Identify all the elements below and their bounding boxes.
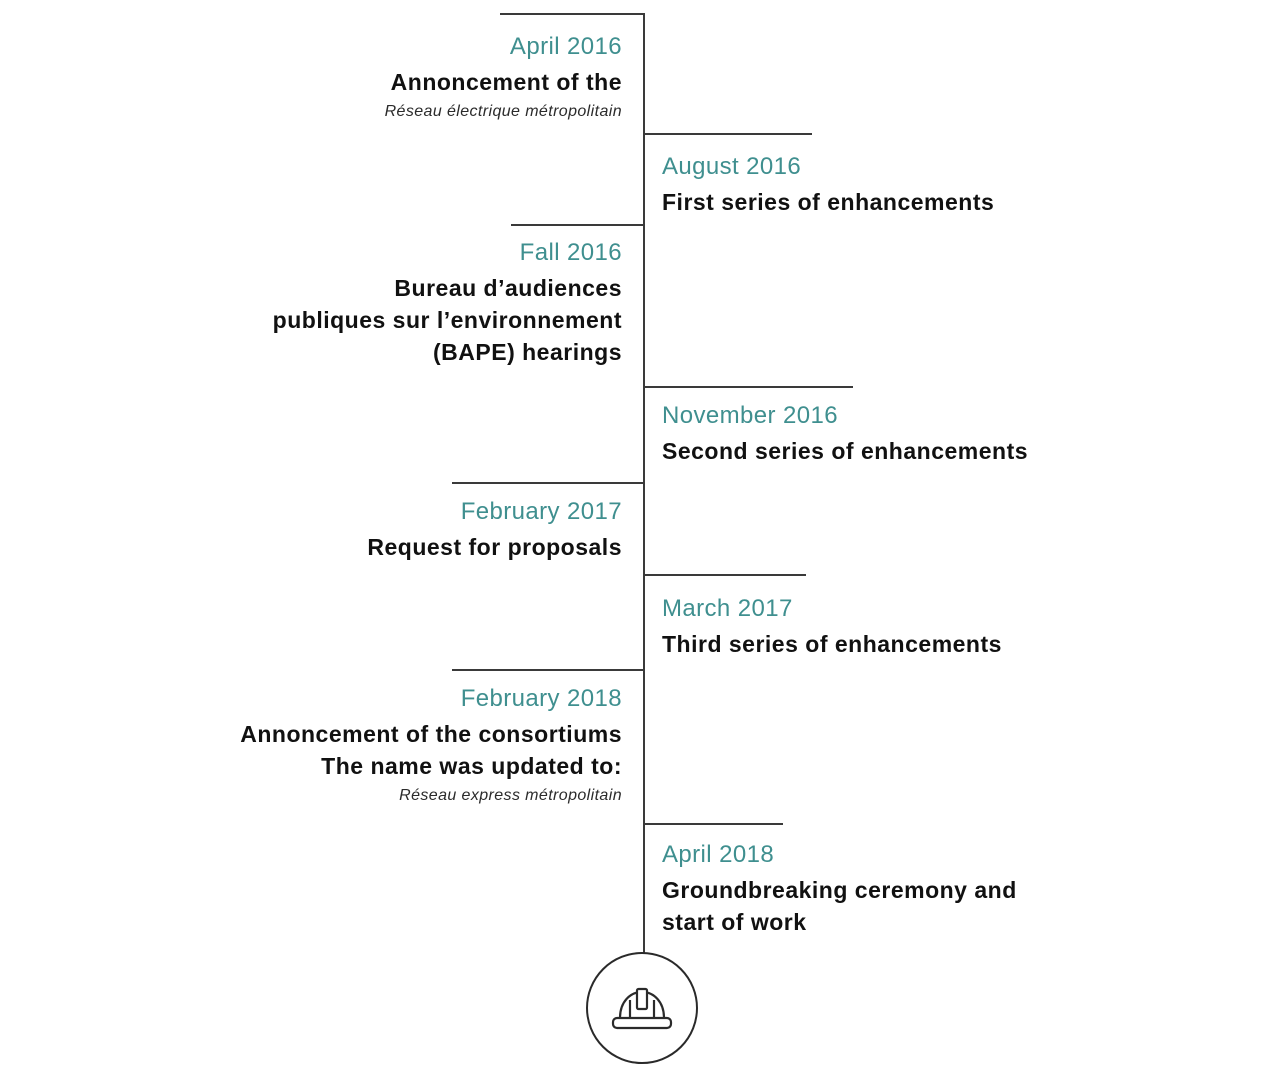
event-title (662, 874, 1017, 938)
timeline-event (662, 400, 1028, 467)
event-date: February 2018 (460, 685, 622, 712)
event-subtitle: Réseau express métropolitain (399, 787, 622, 804)
hard-hat-icon (608, 974, 676, 1042)
event-title (240, 718, 622, 782)
timeline-event (662, 839, 1017, 938)
event-date: November 2016 (662, 402, 838, 429)
event-title (273, 272, 622, 368)
timeline-end-badge (586, 952, 698, 1064)
event-title: Annoncement of the (390, 69, 622, 95)
event-title: Second series of enhancements (662, 438, 1029, 464)
event-date: April 2018 (662, 841, 775, 868)
timeline-event (662, 593, 1002, 660)
event-date: February 2017 (460, 498, 622, 525)
event-title-line: Bureau d’audiences (394, 275, 622, 301)
timeline-event (385, 31, 622, 122)
event-date: April 2016 (509, 33, 622, 60)
event-date: Fall 2016 (519, 239, 622, 266)
event-tick (643, 133, 812, 135)
event-subtitle: Réseau électrique métropolitain (384, 103, 622, 120)
event-title-line: Groundbreaking ceremony and (662, 877, 1017, 903)
timeline-event (662, 151, 994, 218)
event-date: March 2017 (662, 595, 793, 622)
event-title-line: publiques sur l’environnement (272, 307, 622, 333)
event-title: Third series of enhancements (662, 631, 1002, 657)
event-tick (452, 669, 644, 671)
timeline-event (240, 683, 622, 806)
event-date: August 2016 (662, 153, 802, 180)
event-title: Request for proposals (367, 534, 622, 560)
event-tick (452, 482, 644, 484)
event-tick (643, 386, 853, 388)
event-tick (500, 13, 644, 15)
event-title: First series of enhancements (662, 189, 995, 215)
event-tick (511, 224, 644, 226)
event-title-line: The name was updated to: (321, 753, 622, 779)
event-title-line: Annoncement of the consortiums (240, 721, 622, 747)
event-title-line: (BAPE) hearings (433, 339, 622, 365)
event-tick (643, 823, 783, 825)
event-tick (643, 574, 806, 576)
timeline-event (367, 496, 622, 563)
event-title-line: start of work (662, 909, 807, 935)
timeline-spine (643, 13, 645, 955)
timeline-event (273, 237, 622, 368)
